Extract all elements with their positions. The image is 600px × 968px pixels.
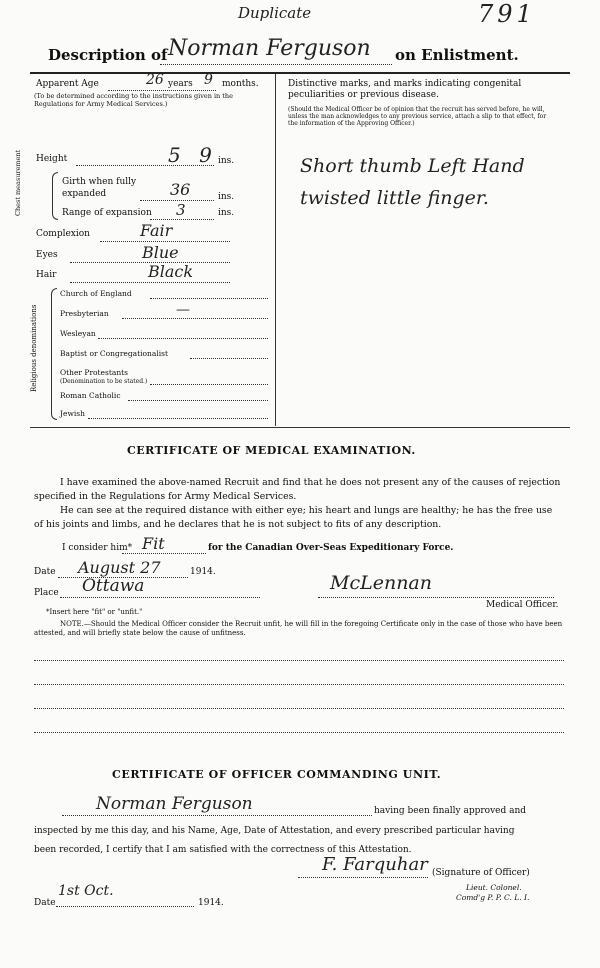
blank-line xyxy=(34,660,564,661)
hair-line xyxy=(70,282,230,283)
commanding-signature-line xyxy=(298,877,428,878)
chest-label: Chest measurement xyxy=(14,149,22,216)
regimental-number: 791 xyxy=(478,0,536,28)
duplicate-note: Duplicate xyxy=(238,4,312,22)
height-ins-label: ins. xyxy=(218,156,235,166)
height-line xyxy=(76,165,214,166)
consider-prefix: I consider him* xyxy=(62,543,133,553)
denomination-presbyterian: Presbyterian xyxy=(60,309,109,318)
consider-suffix: for the Canadian Over-Seas Expeditionary Force. xyxy=(208,543,454,553)
denomination-line xyxy=(128,400,268,401)
medical-heading: CERTIFICATE OF MEDICAL EXAMINATION. xyxy=(127,444,416,457)
commanding-text-1: having been finally approved and xyxy=(374,806,527,816)
age-line xyxy=(108,90,216,91)
years-label: years xyxy=(168,79,193,89)
fit-line xyxy=(122,553,206,554)
commanding-date-line xyxy=(56,906,194,907)
recruit-name: Norman Ferguson xyxy=(96,794,253,814)
complexion-label: Complexion xyxy=(36,229,90,239)
expansion-value: 3 xyxy=(176,201,186,219)
column-divider xyxy=(275,74,276,426)
medical-officer-label: Medical Officer. xyxy=(486,600,559,610)
recruit-name-line xyxy=(62,815,372,816)
age-note: (To be determined according to the instructions given in the Regulations for Army Medical Services.) xyxy=(34,92,233,108)
place-line xyxy=(60,597,260,598)
title-suffix: on Enlistment. xyxy=(395,46,519,64)
commanding-text-3: been recorded, I certify that I am satisfied with the correctness of this Attestation. xyxy=(34,845,412,855)
medical-date-label: Date xyxy=(34,567,56,577)
commanding-date-value: 1st Oct. xyxy=(58,883,114,899)
blank-line xyxy=(34,708,564,709)
soldier-name: Norman Ferguson xyxy=(168,36,371,61)
denomination-jewish: Jewish xyxy=(60,409,85,418)
months-label: months. xyxy=(222,79,259,89)
religious-label: Religious denominations xyxy=(30,304,38,392)
medical-officer-signature: McLennan xyxy=(330,572,432,594)
denomination-other-protestants: Other Protestants xyxy=(60,368,129,377)
marks-heading: Distinctive marks, and marks indicating congenital peculiarities or previous disease. xyxy=(288,79,522,100)
girth-label: Girth when fully expanded xyxy=(62,177,137,199)
denomination-wesleyan: Wesleyan xyxy=(60,329,96,338)
denomination-line xyxy=(88,418,268,419)
place-label: Place xyxy=(34,588,59,598)
commanding-year: 1914. xyxy=(198,898,224,908)
commanding-text-2: inspected by me this day, and his Name, Age, Date of Attestation, and every prescribed particular having xyxy=(34,826,515,836)
presbyterian-mark: — xyxy=(176,302,190,318)
medical-year: 1914. xyxy=(190,567,216,577)
expansion-ins-label: ins. xyxy=(218,208,235,218)
girth-value: 36 xyxy=(170,180,191,199)
height-label: Height xyxy=(36,154,68,164)
complexion-line xyxy=(100,241,230,242)
officer-rank: Lieut. Colonel. xyxy=(466,883,522,892)
medical-date-value: August 27 xyxy=(78,558,161,577)
place-value: Ottawa xyxy=(82,576,145,596)
expansion-line xyxy=(150,219,214,220)
name-underline xyxy=(160,64,392,65)
denomination-note: (Denomination to be stated.) xyxy=(60,378,148,385)
blank-line xyxy=(34,732,564,733)
signature-of-officer-label: (Signature of Officer) xyxy=(432,868,530,878)
medical-note: NOTE.—Should the Medical Officer consider the Recruit unfit, he will fill in the foregoing Certificate only in the case of those who have been attested, and will briefly state below the cause of unfitness. xyxy=(34,620,563,637)
denomination-church-of-england: Church of England xyxy=(60,289,132,298)
medical-paragraph-1: I have examined the above-named Recruit and find that he does not present any of the causes of rejection specified in the Regulations for Army Medical Services. xyxy=(34,477,561,502)
denomination-line xyxy=(150,298,268,299)
eyes-label: Eyes xyxy=(36,250,58,260)
chest-brace xyxy=(52,172,58,220)
commanding-date-label: Date xyxy=(34,898,56,908)
hair-value: Black xyxy=(148,262,194,281)
fit-value: Fit xyxy=(142,534,165,553)
age-months: 9 xyxy=(204,72,213,88)
medical-paragraph-2: He can see at the required distance with either eye; his heart and lungs are healthy; he has the free use of his joints and limbs, and he declares that he is not subject to fits of any description. xyxy=(34,505,553,530)
section-rule xyxy=(30,427,570,428)
denomination-roman-catholic: Roman Catholic xyxy=(60,391,121,400)
denomination-line xyxy=(190,358,268,359)
title-prefix: Description of xyxy=(48,46,168,64)
commanding-heading: CERTIFICATE OF OFFICER COMMANDING UNIT. xyxy=(112,768,442,781)
religion-brace xyxy=(51,288,57,420)
top-rule xyxy=(30,72,570,74)
officer-unit: Comd'g P. P. C. L. I. xyxy=(456,893,530,902)
denomination-line xyxy=(150,384,268,385)
blank-line xyxy=(34,684,564,685)
hair-label: Hair xyxy=(36,270,57,280)
eyes-value: Blue xyxy=(142,243,179,262)
denomination-line xyxy=(122,318,268,319)
girth-ins-label: ins. xyxy=(218,192,235,202)
complexion-value: Fair xyxy=(140,221,173,240)
marks-note: (Should the Medical Officer be of opinion that the recruit has served before, he will, unless the man acknowledges to any previous service, attach a slip to that effect, for the information of the Approving Officer.) xyxy=(288,106,547,127)
commanding-signature: F. Farquhar xyxy=(322,854,428,875)
marks-value: Short thumb Left Hand twisted little finger. xyxy=(300,155,525,209)
signature-line xyxy=(318,597,554,598)
denomination-baptist: Baptist or Congregationalist xyxy=(60,349,168,358)
age-years: 26 xyxy=(146,72,164,88)
height-value: 5 9 xyxy=(168,143,218,167)
denomination-line xyxy=(98,338,268,339)
footnote: *Insert here "fit" or "unfit." xyxy=(46,608,143,616)
apparent-age-label: Apparent Age xyxy=(36,79,99,89)
expansion-label: Range of expansion xyxy=(62,208,152,218)
